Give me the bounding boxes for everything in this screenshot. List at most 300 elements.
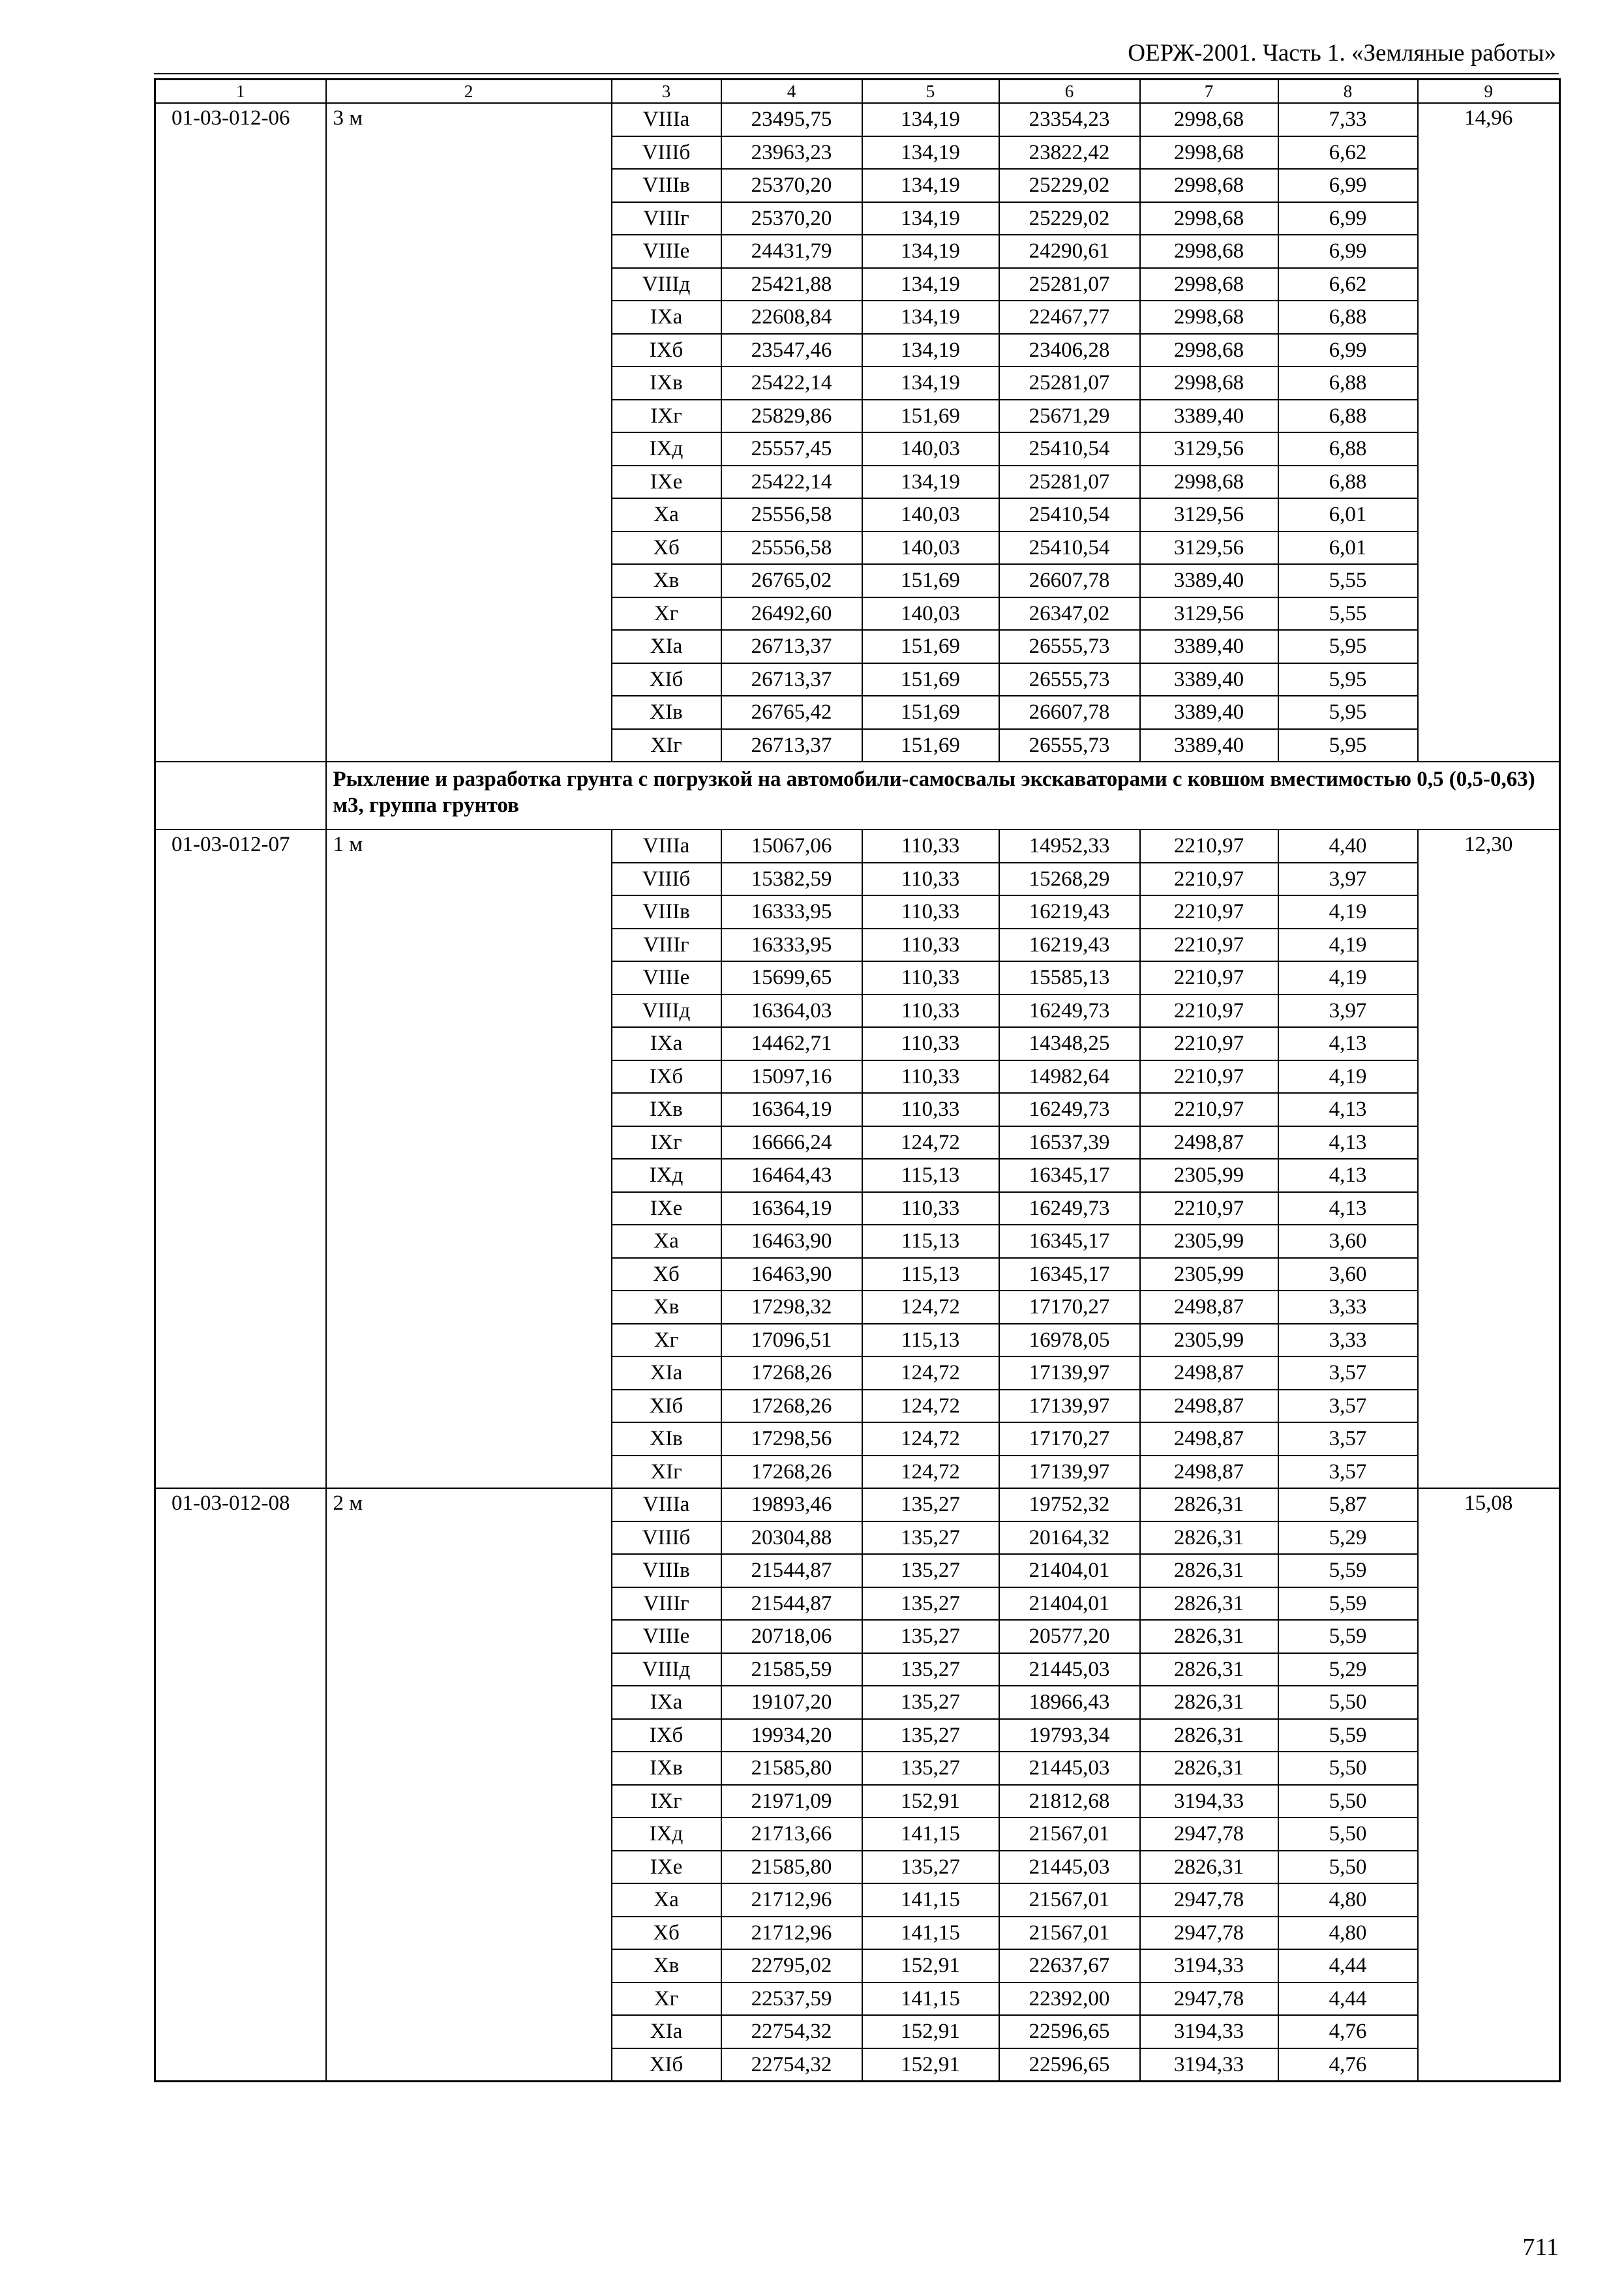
machinery-cell: 15268,29: [999, 863, 1140, 896]
machinery-cell: 21567,01: [999, 1883, 1140, 1917]
total-cost-cell: 22754,32: [721, 2048, 862, 2082]
labor-cost-cell: 6,99: [1278, 169, 1418, 202]
machinery-cell: 26555,73: [999, 630, 1140, 663]
soil-group-cell: Xв: [612, 1291, 721, 1324]
soil-group-cell: Xг: [612, 1982, 721, 2016]
soil-group-cell: VIIIб: [612, 863, 721, 896]
wages-cell: 135,27: [862, 1653, 999, 1686]
operator-wages-cell: 3129,56: [1140, 498, 1278, 531]
wages-cell: 134,19: [862, 202, 999, 235]
soil-group-cell: Xг: [612, 597, 721, 631]
total-cost-cell: 26713,37: [721, 630, 862, 663]
column-number: 6: [999, 80, 1140, 104]
wages-cell: 140,03: [862, 498, 999, 531]
price-table: [154, 78, 1561, 2082]
total-cost-cell: 21585,80: [721, 1851, 862, 1884]
machinery-cell: 24290,61: [999, 235, 1140, 268]
soil-group-cell: Xв: [612, 1949, 721, 1982]
wages-cell: 110,33: [862, 830, 999, 863]
operator-wages-cell: 3194,33: [1140, 1949, 1278, 1982]
wages-cell: 141,15: [862, 1982, 999, 2016]
operator-wages-cell: 2826,31: [1140, 1521, 1278, 1555]
machinery-cell: 17139,97: [999, 1456, 1140, 1489]
column-number: 7: [1140, 80, 1278, 104]
header-rule: [154, 73, 1559, 74]
machinery-cell: 16249,73: [999, 1192, 1140, 1225]
machinery-cell: 16219,43: [999, 929, 1140, 962]
operator-wages-cell: 2210,97: [1140, 863, 1278, 896]
total-cost-cell: 15097,16: [721, 1060, 862, 1094]
labor-cost-cell: 5,95: [1278, 696, 1418, 729]
wages-cell: 134,19: [862, 136, 999, 170]
soil-group-cell: XIа: [612, 2015, 721, 2048]
labor-cost-cell: 6,62: [1278, 268, 1418, 301]
wages-cell: 152,91: [862, 2015, 999, 2048]
wages-cell: 151,69: [862, 663, 999, 696]
column-number: 9: [1418, 80, 1560, 104]
soil-group-cell: VIIIе: [612, 961, 721, 995]
wages-cell: 151,69: [862, 729, 999, 762]
soil-group-cell: IXд: [612, 1818, 721, 1851]
soil-group-cell: VIIIе: [612, 235, 721, 268]
soil-group-cell: Xб: [612, 1917, 721, 1950]
total-cost-cell: 16463,90: [721, 1258, 862, 1291]
labor-cost-cell: 3,57: [1278, 1422, 1418, 1456]
total-cost-cell: 25421,88: [721, 268, 862, 301]
machinery-cell: 16345,17: [999, 1159, 1140, 1192]
total-cost-cell: 23963,23: [721, 136, 862, 170]
total-cost-cell: 16464,43: [721, 1159, 862, 1192]
labor-cost-cell: 6,62: [1278, 136, 1418, 170]
total-cost-cell: 17298,32: [721, 1291, 862, 1324]
machinery-cell: 16537,39: [999, 1126, 1140, 1159]
soil-group-cell: IXв: [612, 1752, 721, 1785]
labor-cost-cell: 6,01: [1278, 498, 1418, 531]
wages-cell: 134,19: [862, 466, 999, 499]
soil-group-cell: VIIIд: [612, 1653, 721, 1686]
labor-cost-cell: 6,99: [1278, 235, 1418, 268]
labor-cost-cell: 5,59: [1278, 1620, 1418, 1653]
machinery-cell: 21445,03: [999, 1752, 1140, 1785]
labor-cost-cell: 5,50: [1278, 1752, 1418, 1785]
labor-cost-cell: 5,59: [1278, 1587, 1418, 1621]
column9-value: 12,30: [1418, 830, 1560, 1488]
wages-cell: 152,91: [862, 2048, 999, 2082]
soil-group-cell: Xв: [612, 564, 721, 597]
labor-cost-cell: 5,50: [1278, 1686, 1418, 1719]
operator-wages-cell: 3389,40: [1140, 630, 1278, 663]
operator-wages-cell: 2210,97: [1140, 961, 1278, 995]
soil-group-cell: VIIIа: [612, 830, 721, 863]
table-body: [155, 80, 1560, 2082]
operator-wages-cell: 2826,31: [1140, 1851, 1278, 1884]
wages-cell: 140,03: [862, 531, 999, 565]
wages-cell: 135,27: [862, 1719, 999, 1752]
wages-cell: 151,69: [862, 564, 999, 597]
total-cost-cell: 25422,14: [721, 466, 862, 499]
machinery-cell: 22596,65: [999, 2015, 1140, 2048]
section-title: Рыхление и разработка грунта с погрузкой на автомобили-самосвалы экскаваторами с ковшом вместимостью 0,5 (0,5-0,63) м3, группа грунтов: [326, 762, 1560, 830]
labor-cost-cell: 5,50: [1278, 1851, 1418, 1884]
total-cost-cell: 26713,37: [721, 663, 862, 696]
soil-group-cell: VIIIа: [612, 1488, 721, 1521]
total-cost-cell: 19107,20: [721, 1686, 862, 1719]
page-number: 711: [1522, 2234, 1559, 2261]
soil-group-cell: IXб: [612, 334, 721, 367]
soil-group-cell: VIIIг: [612, 1587, 721, 1621]
operator-wages-cell: 3389,40: [1140, 663, 1278, 696]
machinery-cell: 26347,02: [999, 597, 1140, 631]
labor-cost-cell: 3,60: [1278, 1258, 1418, 1291]
operator-wages-cell: 2947,78: [1140, 1917, 1278, 1950]
labor-cost-cell: 6,99: [1278, 202, 1418, 235]
wages-cell: 152,91: [862, 1949, 999, 1982]
soil-group-cell: VIIIг: [612, 929, 721, 962]
soil-group-cell: XIг: [612, 729, 721, 762]
wages-cell: 110,33: [862, 995, 999, 1028]
operator-wages-cell: 2947,78: [1140, 1818, 1278, 1851]
operator-wages-cell: 2998,68: [1140, 202, 1278, 235]
machinery-cell: 21404,01: [999, 1587, 1140, 1621]
wages-cell: 135,27: [862, 1752, 999, 1785]
labor-cost-cell: 6,88: [1278, 400, 1418, 433]
soil-group-cell: IXе: [612, 466, 721, 499]
labor-cost-cell: 3,33: [1278, 1324, 1418, 1357]
machinery-cell: 25281,07: [999, 367, 1140, 400]
machinery-cell: 14952,33: [999, 830, 1140, 863]
operator-wages-cell: 2210,97: [1140, 895, 1278, 929]
soil-group-cell: VIIIд: [612, 995, 721, 1028]
total-cost-cell: 25422,14: [721, 367, 862, 400]
wages-cell: 110,33: [862, 1027, 999, 1060]
machinery-cell: 26555,73: [999, 729, 1140, 762]
total-cost-cell: 15699,65: [721, 961, 862, 995]
wages-cell: 124,72: [862, 1356, 999, 1390]
operator-wages-cell: 2947,78: [1140, 1883, 1278, 1917]
total-cost-cell: 17096,51: [721, 1324, 862, 1357]
wages-cell: 115,13: [862, 1159, 999, 1192]
wages-cell: 115,13: [862, 1324, 999, 1357]
soil-group-cell: VIIIе: [612, 1620, 721, 1653]
operator-wages-cell: 2210,97: [1140, 830, 1278, 863]
labor-cost-cell: 5,95: [1278, 729, 1418, 762]
soil-group-cell: IXа: [612, 301, 721, 334]
total-cost-cell: 21585,59: [721, 1653, 862, 1686]
soil-group-cell: IXг: [612, 400, 721, 433]
column-number: 1: [155, 80, 326, 104]
wages-cell: 134,19: [862, 334, 999, 367]
soil-group-cell: VIIIб: [612, 136, 721, 170]
total-cost-cell: 25370,20: [721, 202, 862, 235]
soil-group-cell: XIб: [612, 2048, 721, 2082]
operator-wages-cell: 2826,31: [1140, 1653, 1278, 1686]
labor-cost-cell: 3,97: [1278, 863, 1418, 896]
section-title-spacer: [155, 762, 326, 830]
labor-cost-cell: 3,57: [1278, 1356, 1418, 1390]
depth-label: 1 м: [326, 830, 612, 1488]
labor-cost-cell: 5,55: [1278, 597, 1418, 631]
machinery-cell: 25281,07: [999, 268, 1140, 301]
operator-wages-cell: 2998,68: [1140, 103, 1278, 136]
labor-cost-cell: 4,19: [1278, 961, 1418, 995]
total-cost-cell: 17298,56: [721, 1422, 862, 1456]
wages-cell: 152,91: [862, 1785, 999, 1818]
operator-wages-cell: 2210,97: [1140, 1060, 1278, 1094]
labor-cost-cell: 3,97: [1278, 995, 1418, 1028]
soil-group-cell: VIIIв: [612, 1554, 721, 1587]
wages-cell: 140,03: [862, 597, 999, 631]
labor-cost-cell: 4,44: [1278, 1949, 1418, 1982]
labor-cost-cell: 5,95: [1278, 663, 1418, 696]
machinery-cell: 25229,02: [999, 202, 1140, 235]
operator-wages-cell: 2826,31: [1140, 1719, 1278, 1752]
operator-wages-cell: 2826,31: [1140, 1752, 1278, 1785]
machinery-cell: 21812,68: [999, 1785, 1140, 1818]
machinery-cell: 21445,03: [999, 1653, 1140, 1686]
soil-group-cell: VIIIв: [612, 169, 721, 202]
wages-cell: 124,72: [862, 1390, 999, 1423]
labor-cost-cell: 5,87: [1278, 1488, 1418, 1521]
labor-cost-cell: 4,13: [1278, 1027, 1418, 1060]
machinery-cell: 19752,32: [999, 1488, 1140, 1521]
operator-wages-cell: 2998,68: [1140, 235, 1278, 268]
labor-cost-cell: 5,59: [1278, 1554, 1418, 1587]
soil-group-cell: VIIIд: [612, 268, 721, 301]
soil-group-cell: IXе: [612, 1192, 721, 1225]
operator-wages-cell: 2498,87: [1140, 1390, 1278, 1423]
rate-code: 01-03-012-07: [155, 830, 326, 1488]
operator-wages-cell: 3129,56: [1140, 432, 1278, 466]
column9-value: 14,96: [1418, 103, 1560, 762]
machinery-cell: 17170,27: [999, 1291, 1140, 1324]
depth-label: 3 м: [326, 103, 612, 762]
machinery-cell: 16978,05: [999, 1324, 1140, 1357]
total-cost-cell: 15067,06: [721, 830, 862, 863]
wages-cell: 134,19: [862, 169, 999, 202]
operator-wages-cell: 2998,68: [1140, 367, 1278, 400]
wages-cell: 134,19: [862, 235, 999, 268]
machinery-cell: 22467,77: [999, 301, 1140, 334]
machinery-cell: 17139,97: [999, 1390, 1140, 1423]
wages-cell: 151,69: [862, 696, 999, 729]
operator-wages-cell: 2498,87: [1140, 1456, 1278, 1489]
total-cost-cell: 26765,42: [721, 696, 862, 729]
wages-cell: 135,27: [862, 1587, 999, 1621]
soil-group-cell: IXб: [612, 1060, 721, 1094]
machinery-cell: 17139,97: [999, 1356, 1140, 1390]
labor-cost-cell: 5,95: [1278, 630, 1418, 663]
total-cost-cell: 26713,37: [721, 729, 862, 762]
wages-cell: 110,33: [862, 1192, 999, 1225]
labor-cost-cell: 3,57: [1278, 1390, 1418, 1423]
labor-cost-cell: 6,99: [1278, 334, 1418, 367]
total-cost-cell: 16333,95: [721, 895, 862, 929]
operator-wages-cell: 2305,99: [1140, 1258, 1278, 1291]
machinery-cell: 15585,13: [999, 961, 1140, 995]
machinery-cell: 18966,43: [999, 1686, 1140, 1719]
soil-group-cell: XIа: [612, 1356, 721, 1390]
wages-cell: 124,72: [862, 1422, 999, 1456]
operator-wages-cell: 3389,40: [1140, 696, 1278, 729]
table-row: [155, 103, 1560, 136]
machinery-cell: 25410,54: [999, 531, 1140, 565]
operator-wages-cell: 2210,97: [1140, 1093, 1278, 1126]
wages-cell: 110,33: [862, 929, 999, 962]
wages-cell: 135,27: [862, 1488, 999, 1521]
total-cost-cell: 17268,26: [721, 1390, 862, 1423]
wages-cell: 151,69: [862, 400, 999, 433]
wages-cell: 134,19: [862, 103, 999, 136]
column-number: 2: [326, 80, 612, 104]
rate-code: 01-03-012-08: [155, 1488, 326, 2082]
total-cost-cell: 16666,24: [721, 1126, 862, 1159]
soil-group-cell: Xб: [612, 1258, 721, 1291]
total-cost-cell: 22754,32: [721, 2015, 862, 2048]
wages-cell: 141,15: [862, 1883, 999, 1917]
total-cost-cell: 21971,09: [721, 1785, 862, 1818]
wages-cell: 110,33: [862, 961, 999, 995]
machinery-cell: 21567,01: [999, 1818, 1140, 1851]
soil-group-cell: IXд: [612, 432, 721, 466]
labor-cost-cell: 5,55: [1278, 564, 1418, 597]
labor-cost-cell: 3,60: [1278, 1225, 1418, 1258]
machinery-cell: 22637,67: [999, 1949, 1140, 1982]
soil-group-cell: IXа: [612, 1686, 721, 1719]
total-cost-cell: 25556,58: [721, 498, 862, 531]
total-cost-cell: 17268,26: [721, 1356, 862, 1390]
wages-cell: 135,27: [862, 1521, 999, 1555]
wages-cell: 110,33: [862, 1093, 999, 1126]
operator-wages-cell: 2826,31: [1140, 1686, 1278, 1719]
labor-cost-cell: 4,80: [1278, 1917, 1418, 1950]
total-cost-cell: 24431,79: [721, 235, 862, 268]
machinery-cell: 20164,32: [999, 1521, 1140, 1555]
wages-cell: 124,72: [862, 1456, 999, 1489]
column-number: 3: [612, 80, 721, 104]
machinery-cell: 16345,17: [999, 1258, 1140, 1291]
wages-cell: 134,19: [862, 367, 999, 400]
section-title-row: [155, 762, 1560, 830]
total-cost-cell: 15382,59: [721, 863, 862, 896]
total-cost-cell: 21713,66: [721, 1818, 862, 1851]
total-cost-cell: 20718,06: [721, 1620, 862, 1653]
wages-cell: 135,27: [862, 1686, 999, 1719]
soil-group-cell: Xа: [612, 1883, 721, 1917]
operator-wages-cell: 3389,40: [1140, 729, 1278, 762]
total-cost-cell: 23547,46: [721, 334, 862, 367]
machinery-cell: 25229,02: [999, 169, 1140, 202]
labor-cost-cell: 7,33: [1278, 103, 1418, 136]
column-number: 5: [862, 80, 999, 104]
labor-cost-cell: 6,88: [1278, 432, 1418, 466]
machinery-cell: 26607,78: [999, 696, 1140, 729]
operator-wages-cell: 2498,87: [1140, 1291, 1278, 1324]
soil-group-cell: VIIIв: [612, 895, 721, 929]
machinery-cell: 25410,54: [999, 498, 1140, 531]
soil-group-cell: XIв: [612, 1422, 721, 1456]
total-cost-cell: 21712,96: [721, 1883, 862, 1917]
operator-wages-cell: 3129,56: [1140, 597, 1278, 631]
total-cost-cell: 23495,75: [721, 103, 862, 136]
operator-wages-cell: 2210,97: [1140, 1192, 1278, 1225]
machinery-cell: 21404,01: [999, 1554, 1140, 1587]
soil-group-cell: IXг: [612, 1126, 721, 1159]
operator-wages-cell: 2998,68: [1140, 136, 1278, 170]
depth-label: 2 м: [326, 1488, 612, 2082]
total-cost-cell: 16364,19: [721, 1093, 862, 1126]
total-cost-cell: 17268,26: [721, 1456, 862, 1489]
operator-wages-cell: 3194,33: [1140, 1785, 1278, 1818]
soil-group-cell: Xа: [612, 498, 721, 531]
machinery-cell: 25281,07: [999, 466, 1140, 499]
soil-group-cell: XIб: [612, 663, 721, 696]
labor-cost-cell: 5,50: [1278, 1785, 1418, 1818]
total-cost-cell: 16463,90: [721, 1225, 862, 1258]
operator-wages-cell: 3389,40: [1140, 564, 1278, 597]
operator-wages-cell: 2998,68: [1140, 334, 1278, 367]
machinery-cell: 23822,42: [999, 136, 1140, 170]
wages-cell: 134,19: [862, 301, 999, 334]
operator-wages-cell: 2947,78: [1140, 1982, 1278, 2016]
total-cost-cell: 19893,46: [721, 1488, 862, 1521]
operator-wages-cell: 2210,97: [1140, 1027, 1278, 1060]
soil-group-cell: IXд: [612, 1159, 721, 1192]
column-number: 4: [721, 80, 862, 104]
total-cost-cell: 25557,45: [721, 432, 862, 466]
labor-cost-cell: 4,76: [1278, 2048, 1418, 2082]
operator-wages-cell: 3194,33: [1140, 2048, 1278, 2082]
machinery-cell: 20577,20: [999, 1620, 1140, 1653]
wages-cell: 134,19: [862, 268, 999, 301]
total-cost-cell: 22608,84: [721, 301, 862, 334]
total-cost-cell: 22795,02: [721, 1949, 862, 1982]
table-row: [155, 1488, 1560, 1521]
machinery-cell: 16345,17: [999, 1225, 1140, 1258]
operator-wages-cell: 2998,68: [1140, 301, 1278, 334]
soil-group-cell: IXа: [612, 1027, 721, 1060]
total-cost-cell: 25829,86: [721, 400, 862, 433]
total-cost-cell: 19934,20: [721, 1719, 862, 1752]
soil-group-cell: XIа: [612, 630, 721, 663]
machinery-cell: 17170,27: [999, 1422, 1140, 1456]
total-cost-cell: 16364,19: [721, 1192, 862, 1225]
wages-cell: 110,33: [862, 1060, 999, 1094]
total-cost-cell: 14462,71: [721, 1027, 862, 1060]
document-header: ОЕРЖ-2001. Часть 1. «Земляные работы»: [1128, 40, 1556, 67]
labor-cost-cell: 4,76: [1278, 2015, 1418, 2048]
operator-wages-cell: 2998,68: [1140, 466, 1278, 499]
rate-code: 01-03-012-06: [155, 103, 326, 762]
machinery-cell: 26555,73: [999, 663, 1140, 696]
labor-cost-cell: 6,88: [1278, 466, 1418, 499]
wages-cell: 110,33: [862, 895, 999, 929]
operator-wages-cell: 2210,97: [1140, 929, 1278, 962]
wages-cell: 124,72: [862, 1126, 999, 1159]
wages-cell: 135,27: [862, 1554, 999, 1587]
soil-group-cell: Xб: [612, 531, 721, 565]
total-cost-cell: 25556,58: [721, 531, 862, 565]
soil-group-cell: XIб: [612, 1390, 721, 1423]
soil-group-cell: VIIIг: [612, 202, 721, 235]
operator-wages-cell: 2826,31: [1140, 1587, 1278, 1621]
soil-group-cell: IXб: [612, 1719, 721, 1752]
wages-cell: 141,15: [862, 1818, 999, 1851]
table-row: [155, 830, 1560, 863]
operator-wages-cell: 3389,40: [1140, 400, 1278, 433]
labor-cost-cell: 3,33: [1278, 1291, 1418, 1324]
total-cost-cell: 25370,20: [721, 169, 862, 202]
machinery-cell: 16249,73: [999, 995, 1140, 1028]
